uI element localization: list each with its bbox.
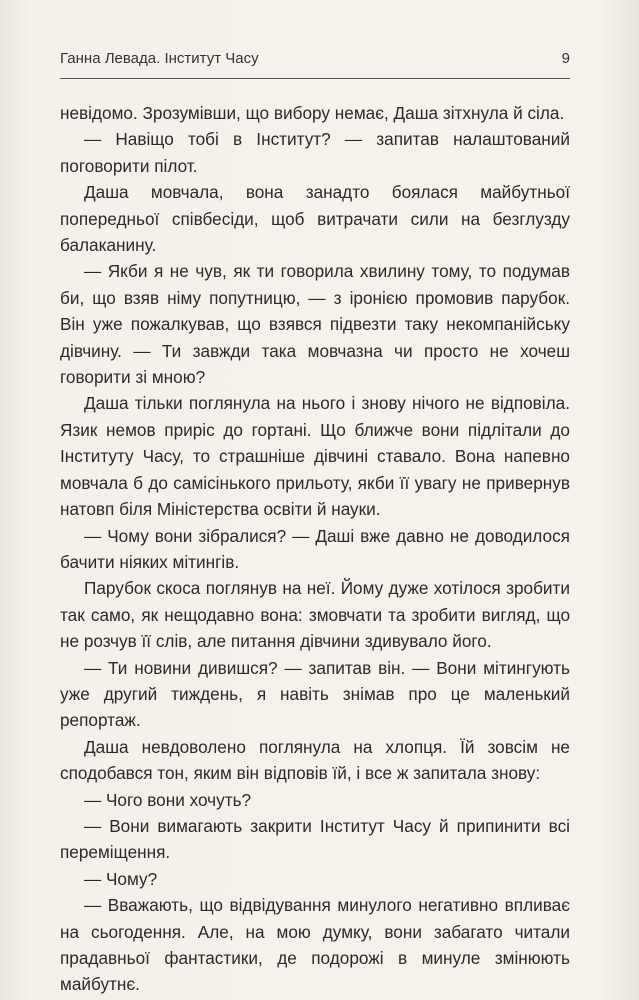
paragraph-2: — Навіщо тобі в Інститут? — запитав налаштований поговорити пілот. xyxy=(60,129,570,176)
paragraph-9: Даша невдоволено поглянула на хлопця. Їй зовсім не сподобався тон, яким він відповів їй, і все ж запитала знову: xyxy=(60,736,570,784)
paragraph-1: невідомо. Зрозумівши, що вибору немає, Даша зітхнула й сіла. xyxy=(60,103,565,123)
paragraph-3: Даша мовчала, вона занадто боялася майбутньої попередньої співбесіди, щоб витрачати сили на безглузду балаканину. xyxy=(60,182,570,256)
header-rule xyxy=(60,78,570,79)
paragraph-10: — Чого вони хочуть? xyxy=(84,789,252,810)
page-number: 9 xyxy=(561,50,570,67)
paragraph-6: — Чому вони зібралися? — Даші вже давно не доводилося бачити ніяких мітингів. xyxy=(60,525,570,572)
paragraph-5: Даша тільки поглянула на нього і знову нічого не відповіла. Язик немов приріс до гортані. Що ближче вони підлітали до Інституту Часу, то страшніше дівчині ставало. Вона напевно мовчала б до самісінького прильоту, якби її увагу не привернув натовп біля Міністерства освіти й науки. xyxy=(60,393,570,520)
paragraph-8: — Ти новини дивишся? — запитав він. — Вони мітингують уже другий тиждень, я навіть знімав про це маленький репортаж. xyxy=(60,657,570,731)
paragraph-13: — Вважають, що відвідування минулого негативно впливає на сьогодення. Але, на мою думку, вони забагато читали прадавньої фантастики, де подорожі в минуле змінюють майбутнє. xyxy=(60,895,570,995)
paragraph-7: Парубок скоса поглянув на неї. Йому дуже хотілося зробити так само, як нещодавно вона: змовчати та зробити вигляд, що не розчув її слів, але питання дівчини здивувало його. xyxy=(60,578,570,652)
paragraph-4: — Якби я не чув, як ти говорила хвилину тому, то подумав би, що взяв німу попутницю, — з іронією промовив парубок. Він уже пожалкував, що взявся підвезти таку некомпанійську дівчину. — Ти завжди така мовчазна чи просто не хочеш говорити зі мною? xyxy=(60,261,570,388)
paragraph-11: — Вони вимагають закрити Інститут Часу й припинити всі переміщення. xyxy=(60,815,570,863)
paragraph-12: — Чому? xyxy=(84,868,158,889)
running-title: Ганна Левада. Інститут Часу xyxy=(60,50,259,67)
body-text xyxy=(60,100,570,998)
running-header xyxy=(60,50,570,74)
